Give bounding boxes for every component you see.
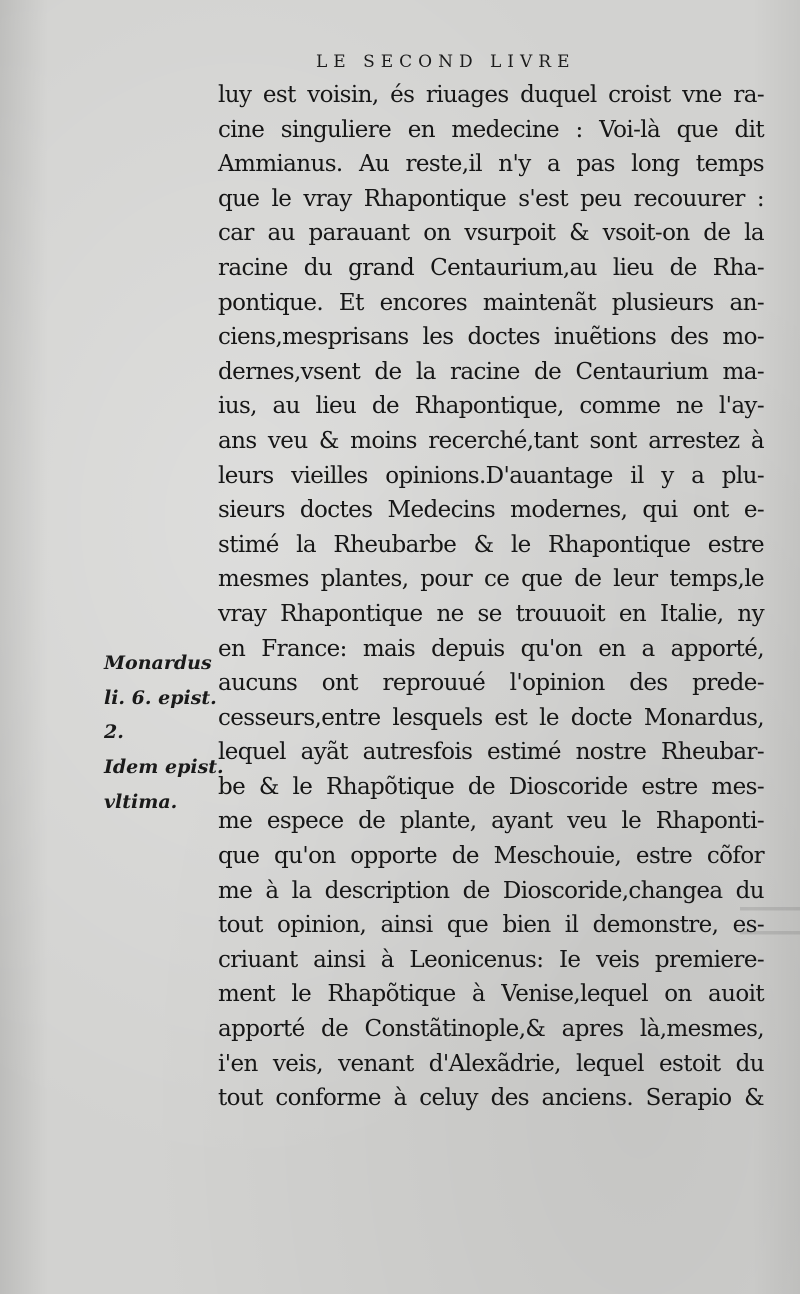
text-line: i'en veis, venant d'Alexãdrie, lequel estoit du xyxy=(218,1050,764,1077)
text-line: Ammianus. Au reste,il n'y a pas long temps xyxy=(218,151,764,178)
text-line: leurs vieilles opinions.D'auantage il y a plu- xyxy=(218,462,764,489)
margin-note-idem xyxy=(104,750,224,819)
text-line: sieurs doctes Medecins modernes, qui ont e- xyxy=(218,497,764,524)
text-line: que qu'on opporte de Meschouie, estre cõfor xyxy=(218,843,764,870)
text-line: car au parauant on vsurpoit & vsoit-on de la xyxy=(218,220,764,247)
text-line: mesmes plantes, pour ce que de leur temps,le xyxy=(218,566,764,593)
text-line: ius, au lieu de Rhapontique, comme ne l'ay- xyxy=(218,393,764,420)
running-head: LE SECOND LIVRE xyxy=(316,52,576,72)
text-line: ciens,mesprisans les doctes inuẽtions des mo- xyxy=(218,324,764,351)
text-line: me à la description de Dioscoride,changea du xyxy=(218,877,764,904)
text-line: stimé la Rheubarbe & le Rhapontique estre xyxy=(218,531,764,558)
bleed-through-smudge xyxy=(740,895,800,955)
margin-note-monardus xyxy=(104,646,217,750)
main-text-block xyxy=(218,78,764,1116)
text-line: ans veu & moins recerché,tant sont arrestez à xyxy=(218,427,764,454)
text-line: me espece de plante, ayant veu le Rhaponti- xyxy=(218,808,764,835)
text-line: tout opinion, ainsi que bien il demonstre, es- xyxy=(218,912,764,939)
text-line: luy est voisin, és riuages duquel croist vne ra- xyxy=(218,82,764,108)
margin-note-line: vltima. xyxy=(104,790,178,813)
text-line: ment le Rhapõtique à Venise,lequel on auoit xyxy=(218,981,764,1008)
text-line: tout conforme à celuy des anciens. Serapio & xyxy=(218,1085,764,1112)
margin-note-line: 2. xyxy=(104,721,124,744)
text-line: be & le Rhapõtique de Dioscoride estre mes- xyxy=(218,773,764,800)
margin-note-line: li. 6. epist. xyxy=(104,686,217,709)
text-line: criuant ainsi à Leonicenus: Ie veis premiere- xyxy=(218,946,764,973)
text-line: lequel ayãt autresfois estimé nostre Rheubar- xyxy=(218,739,764,766)
text-line: que le vray Rhapontique s'est peu recouurer : xyxy=(218,185,764,212)
text-line: aucuns ont reprouué l'opinion des prede- xyxy=(218,670,764,697)
text-line: en France: mais depuis qu'on en a apporté, xyxy=(218,635,764,662)
text-line: vray Rhapontique ne se trouuoit en Italie, ny xyxy=(218,600,764,627)
text-line: racine du grand Centaurium,au lieu de Rha- xyxy=(218,254,764,281)
text-line: dernes,vsent de la racine de Centaurium ma- xyxy=(218,358,764,385)
text-line: apporté de Constãtinople,& apres là,mesmes, xyxy=(218,1016,764,1043)
margin-note-line: Idem epist. xyxy=(104,756,224,778)
margin-note-line: Monardus xyxy=(104,652,212,674)
text-line: pontique. Et encores maintenãt plusieurs an- xyxy=(218,289,764,316)
text-line: cine singuliere en medecine : Voi-là que dit xyxy=(218,116,764,143)
text-line: cesseurs,entre lesquels est le docte Monardus, xyxy=(218,704,764,731)
